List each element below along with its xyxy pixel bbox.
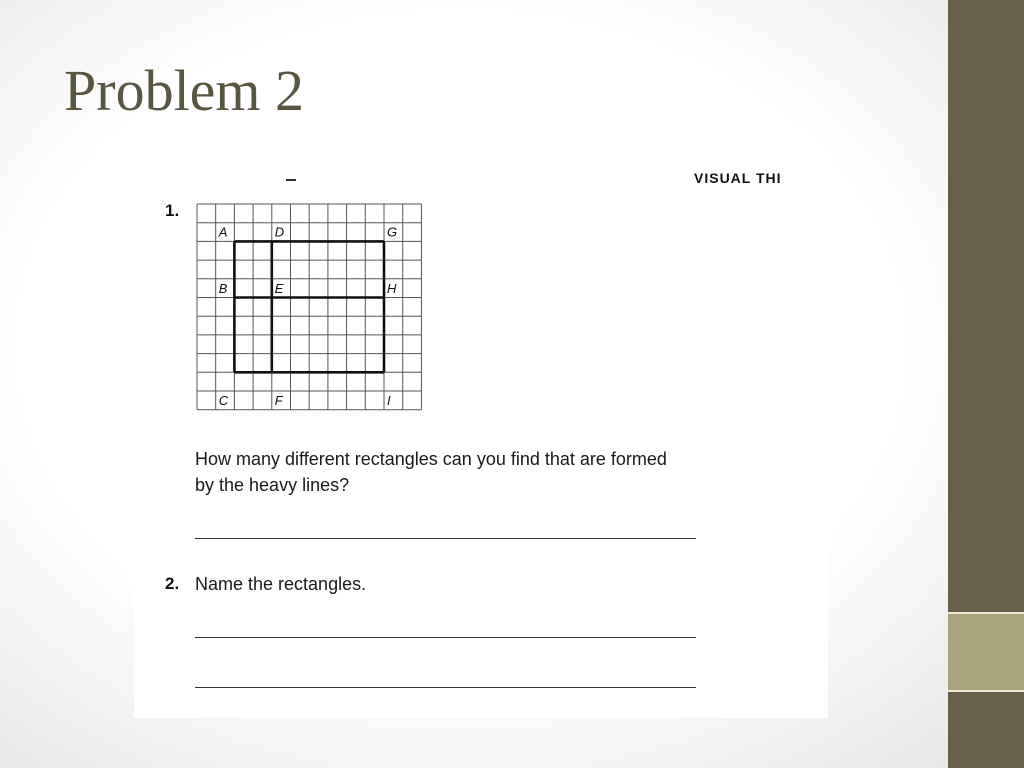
cut-off-mark [286, 179, 296, 181]
sidebar-accent-block [948, 614, 1024, 690]
answer-line-3[interactable] [195, 687, 696, 688]
question-1-text-line1: How many different rectangles can you find that are formed [195, 449, 667, 469]
grid-point-label: B [218, 280, 228, 296]
grid-point-label: F [274, 393, 283, 408]
rectangle-grid [196, 203, 424, 411]
question-1-number: 1. [165, 201, 180, 220]
question-2-number: 2. [165, 574, 180, 593]
grid-point-label: H [387, 280, 397, 296]
slide-title: Problem 2 [64, 58, 305, 123]
grid-point-label: A [218, 224, 228, 240]
grid-point-label: I [387, 393, 391, 408]
sidebar-divider [948, 690, 1024, 692]
question-2-text: Name the rectangles. [195, 574, 367, 594]
grid-point-label: D [274, 224, 285, 240]
worksheet-header: VISUAL THI [694, 173, 782, 183]
answer-line-1[interactable] [195, 538, 696, 539]
worksheet-image [134, 165, 828, 718]
question-1-text-line2: by the heavy lines? [195, 475, 350, 495]
grid-point-label: G [387, 224, 398, 240]
answer-line-2[interactable] [195, 637, 696, 638]
grid-point-label: C [218, 393, 229, 408]
grid-point-label: E [274, 280, 284, 296]
